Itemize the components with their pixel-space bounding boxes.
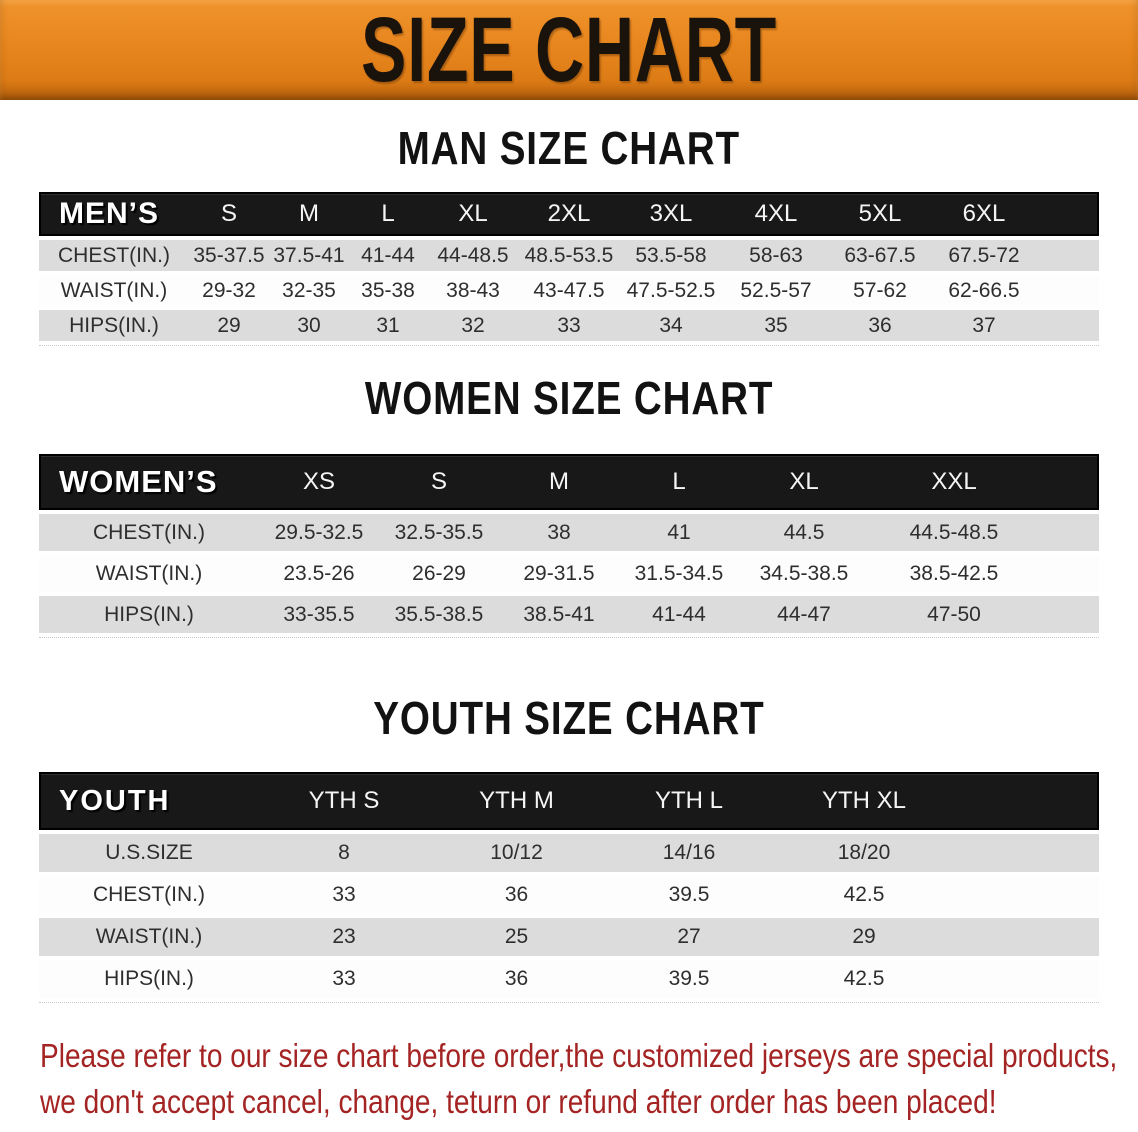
table-row bbox=[39, 876, 1099, 914]
size-cell: 44.5 bbox=[783, 520, 825, 544]
size-cell: 23.5-26 bbox=[283, 561, 355, 585]
column-header: 2XL bbox=[519, 192, 619, 236]
section-women bbox=[0, 372, 1138, 638]
size-cell: 47.5-52.5 bbox=[626, 278, 716, 302]
column-header: L bbox=[349, 192, 427, 236]
column-header: L bbox=[619, 454, 739, 510]
youth-size-table bbox=[39, 768, 1099, 1003]
column-header: M bbox=[499, 454, 619, 510]
size-cell: 36 bbox=[504, 967, 529, 990]
size-cell-filler bbox=[954, 834, 1099, 872]
size-cell: 36 bbox=[504, 883, 529, 906]
size-cell: 44.5-48.5 bbox=[909, 520, 999, 544]
size-cell: 44-47 bbox=[777, 602, 831, 626]
size-cell: 18/20 bbox=[837, 841, 891, 864]
size-cell-filler bbox=[1039, 596, 1099, 633]
column-header: S bbox=[379, 454, 499, 510]
size-cell: 33-35.5 bbox=[283, 602, 355, 626]
size-cell: 43-47.5 bbox=[533, 278, 605, 302]
table-row bbox=[39, 555, 1099, 592]
column-header: XL bbox=[427, 192, 519, 236]
size-cell: 31.5-34.5 bbox=[634, 561, 724, 585]
row-label: HIPS(IN.) bbox=[104, 602, 194, 626]
size-cell: 33 bbox=[332, 883, 356, 906]
size-cell: 38-43 bbox=[446, 278, 500, 302]
size-cell: 10/12 bbox=[490, 841, 543, 864]
size-cell: 26-29 bbox=[412, 561, 466, 585]
women-section-heading-wrap bbox=[0, 372, 1138, 424]
size-cell: 35.5-38.5 bbox=[394, 602, 484, 626]
group-label: YOUTH bbox=[39, 772, 259, 830]
size-cell: 29-31.5 bbox=[523, 561, 595, 585]
column-header-filler bbox=[1039, 454, 1099, 510]
size-cell: 44-48.5 bbox=[437, 243, 509, 267]
group-label: WOMEN’S bbox=[39, 454, 259, 510]
size-cell: 29 bbox=[217, 313, 241, 337]
size-cell: 35 bbox=[764, 313, 788, 337]
row-label: U.S.SIZE bbox=[105, 841, 193, 864]
size-cell: 34.5-38.5 bbox=[759, 561, 849, 585]
footer-note-line2: we don't accept cancel, change, teturn or refund after order has been placed! bbox=[40, 1083, 997, 1120]
size-cell-filler bbox=[954, 918, 1099, 956]
table-row bbox=[39, 918, 1099, 956]
size-cell: 27 bbox=[677, 925, 701, 948]
column-header: XXL bbox=[869, 454, 1039, 510]
size-cell: 30 bbox=[297, 313, 321, 337]
size-cell: 29 bbox=[852, 925, 876, 948]
size-cell: 36 bbox=[868, 313, 892, 337]
size-cell: 33 bbox=[557, 313, 581, 337]
footer-note bbox=[40, 1033, 1118, 1125]
row-label: CHEST(IN.) bbox=[58, 243, 170, 267]
column-header: M bbox=[269, 192, 349, 236]
size-cell: 53.5-58 bbox=[635, 243, 707, 267]
men-size-table bbox=[39, 188, 1099, 346]
group-label: MEN’S bbox=[39, 192, 189, 236]
table-header-row bbox=[39, 454, 1099, 510]
size-cell: 32 bbox=[461, 313, 485, 337]
table-header-row bbox=[39, 772, 1099, 830]
size-cell: 52.5-57 bbox=[740, 278, 812, 302]
size-cell: 38.5-41 bbox=[523, 602, 595, 626]
table-row bbox=[39, 514, 1099, 551]
size-cell: 47-50 bbox=[927, 602, 981, 626]
column-header: XS bbox=[259, 454, 379, 510]
size-cell: 25 bbox=[504, 925, 529, 948]
size-cell-filler bbox=[1039, 555, 1099, 592]
row-label: WAIST(IN.) bbox=[60, 278, 168, 302]
size-cell: 63-67.5 bbox=[844, 243, 916, 267]
men-section-heading: MAN SIZE CHART bbox=[397, 122, 741, 174]
row-label: WAIST(IN.) bbox=[95, 561, 203, 585]
size-cell: 38.5-42.5 bbox=[909, 561, 999, 585]
table-row bbox=[39, 240, 1099, 271]
row-label: CHEST(IN.) bbox=[93, 883, 205, 906]
youth-section-heading: YOUTH SIZE CHART bbox=[373, 692, 765, 744]
size-cell: 41-44 bbox=[361, 243, 415, 267]
size-cell: 8 bbox=[338, 841, 350, 864]
size-cell: 34 bbox=[659, 313, 683, 337]
column-header: 4XL bbox=[723, 192, 829, 236]
row-label: CHEST(IN.) bbox=[93, 520, 205, 544]
size-cell: 31 bbox=[376, 313, 400, 337]
column-header: YTH XL bbox=[774, 772, 954, 830]
size-cell: 67.5-72 bbox=[948, 243, 1020, 267]
column-header: S bbox=[189, 192, 269, 236]
women-size-table bbox=[39, 450, 1099, 638]
footer-note-line1: Please refer to our size chart before order,the customized jerseys are special products, bbox=[40, 1037, 1118, 1074]
section-men bbox=[0, 122, 1138, 346]
row-label: WAIST(IN.) bbox=[95, 925, 203, 948]
youth-section-heading-wrap bbox=[0, 692, 1138, 744]
size-cell: 38 bbox=[547, 520, 571, 544]
size-cell: 14/16 bbox=[662, 841, 716, 864]
row-label: HIPS(IN.) bbox=[104, 967, 194, 990]
column-header: XL bbox=[739, 454, 869, 510]
column-header: 5XL bbox=[829, 192, 931, 236]
size-cell: 41 bbox=[667, 520, 691, 544]
size-cell: 29.5-32.5 bbox=[274, 520, 364, 544]
size-cell-filler bbox=[954, 960, 1099, 998]
size-cell: 41-44 bbox=[652, 602, 706, 626]
size-cell-filler bbox=[1037, 240, 1099, 271]
size-cell: 62-66.5 bbox=[948, 278, 1020, 302]
section-youth bbox=[0, 692, 1138, 1003]
size-cell: 29-32 bbox=[202, 278, 256, 302]
men-section-heading-wrap bbox=[0, 122, 1138, 174]
column-header: 3XL bbox=[619, 192, 723, 236]
banner bbox=[0, 0, 1138, 100]
women-section-heading: WOMEN SIZE CHART bbox=[364, 372, 774, 424]
size-cell: 37.5-41 bbox=[273, 243, 345, 267]
size-cell: 42.5 bbox=[843, 883, 885, 906]
size-cell: 39.5 bbox=[668, 883, 710, 906]
size-cell: 37 bbox=[972, 313, 996, 337]
column-header: YTH M bbox=[429, 772, 604, 830]
size-cell: 57-62 bbox=[853, 278, 907, 302]
size-cell: 48.5-53.5 bbox=[524, 243, 614, 267]
column-header-filler bbox=[1037, 192, 1099, 236]
size-cell-filler bbox=[1037, 275, 1099, 306]
row-label: HIPS(IN.) bbox=[69, 313, 159, 337]
size-cell-filler bbox=[1037, 310, 1099, 341]
column-header: YTH S bbox=[259, 772, 429, 830]
column-header-filler bbox=[954, 772, 1099, 830]
size-cell: 39.5 bbox=[668, 967, 710, 990]
size-cell: 58-63 bbox=[749, 243, 803, 267]
size-cell-filler bbox=[1039, 514, 1099, 551]
size-cell: 42.5 bbox=[843, 967, 885, 990]
size-cell: 35-38 bbox=[361, 278, 415, 302]
column-header: YTH L bbox=[604, 772, 774, 830]
size-cell: 23 bbox=[332, 925, 356, 948]
table-row bbox=[39, 960, 1099, 998]
size-cell: 35-37.5 bbox=[193, 243, 265, 267]
size-cell: 32.5-35.5 bbox=[394, 520, 484, 544]
table-row bbox=[39, 310, 1099, 341]
banner-title: SIZE CHART bbox=[361, 0, 777, 101]
table-row bbox=[39, 275, 1099, 306]
size-cell-filler bbox=[954, 876, 1099, 914]
table-row bbox=[39, 596, 1099, 633]
column-header: 6XL bbox=[931, 192, 1037, 236]
size-cell: 32-35 bbox=[282, 278, 336, 302]
table-header-row bbox=[39, 192, 1099, 236]
table-row bbox=[39, 834, 1099, 872]
size-cell: 33 bbox=[332, 967, 356, 990]
